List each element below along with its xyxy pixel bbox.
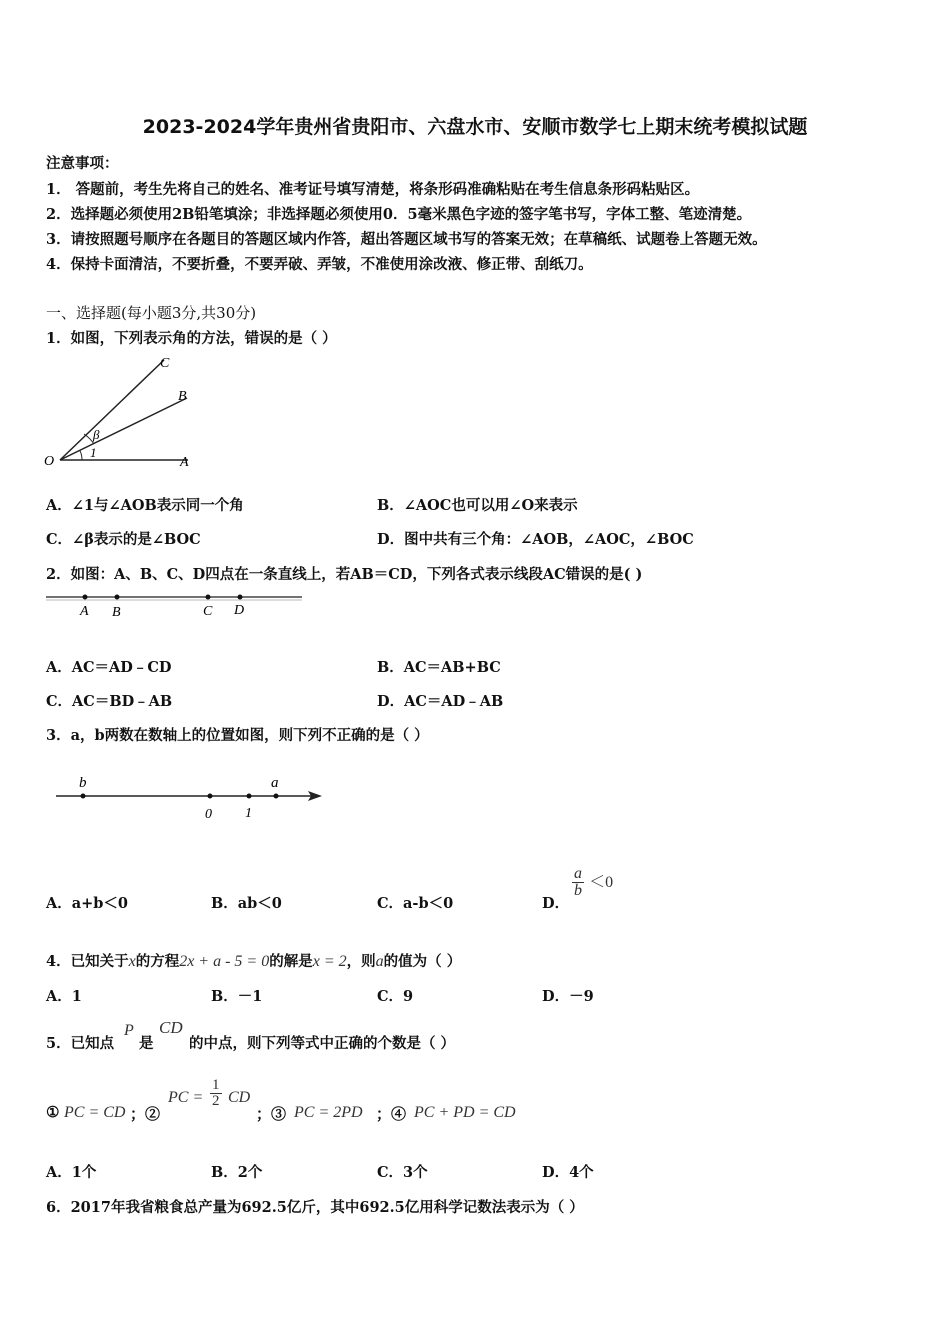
- q4-stem-mid2: 的解是: [269, 953, 313, 970]
- q1-stem: 1．如图，下列表示角的方法，错误的是（ ）: [46, 330, 337, 347]
- q2-option-a: A．AC＝AD﹣CD: [46, 659, 172, 676]
- notes-heading: 注意事项：: [46, 155, 119, 172]
- note-item-3: 3．请按照题号顺序在各题目的答题区域内作答，超出答题区域书写的答案无效；在草稿纸、试题卷上答题无效。: [46, 231, 767, 248]
- q2-label-d: D: [234, 603, 245, 618]
- q4-option-c: C．9: [377, 988, 414, 1005]
- q1-label-a: A: [180, 455, 189, 470]
- note-item-4: 4．保持卡面清洁，不要折叠，不要弄破、弄皱，不准使用涂改液、修正带、刮纸刀。: [46, 256, 593, 273]
- q3-option-d-fraction: [572, 866, 584, 899]
- q1-option-b: B．∠AOC也可以用∠O来表示: [377, 497, 578, 514]
- q5-sep-3: ；④: [376, 1105, 407, 1123]
- q5-option-c: C．3个: [377, 1164, 428, 1181]
- q1-option-d: D．图中共有三个角：∠AOB，∠AOC，∠BOC: [377, 531, 694, 548]
- q4-stem-mid: 的方程: [135, 953, 180, 970]
- q3-option-d-expr: [572, 866, 613, 899]
- q5-statement-1-mark: ①: [46, 1103, 60, 1121]
- q4-stem-pre: 4．已知关于: [46, 953, 129, 970]
- q5-statement-3: PC = 2PD: [294, 1104, 363, 1121]
- q5-statement-4: PC + PD = CD: [414, 1104, 516, 1121]
- q5-option-d: D．4个: [542, 1164, 594, 1181]
- q5-sep-2: ；③: [256, 1105, 287, 1123]
- note-item-2: 2．选择题必须使用2B铅笔填涂；非选择题必须使用0．5毫米黑色字迹的签字笔书写，字体工整、笔迹清楚。: [46, 206, 752, 223]
- q5-stem: 5．已知点: [46, 1035, 115, 1052]
- q5-statement-2-lhs: PC =: [168, 1089, 204, 1106]
- q4-var-a: a: [375, 953, 384, 970]
- q5-statement-2-rhs: CD: [228, 1089, 251, 1106]
- q4-equation: 2x + a - 5 = 0: [179, 953, 270, 970]
- q5-statement-1: PC = CD: [64, 1104, 126, 1121]
- q5-sep-1: ；②: [130, 1105, 161, 1123]
- q3-label-a: a: [271, 775, 279, 791]
- q1-angle-figure: [42, 350, 202, 472]
- q5-statement-2-denominator: 2: [212, 1093, 220, 1109]
- q3-stem: 3．a，b两数在数轴上的位置如图，则下列不正确的是（ ）: [46, 727, 429, 744]
- q5-segment-cd: CD: [159, 1018, 183, 1037]
- q4-stem: [46, 950, 461, 971]
- note-item-1: 1． 答题前，考生先将自己的姓名、准考证号填写清楚，将条形码准确粘贴在考生信息条形码粘贴区。: [46, 181, 700, 198]
- q1-option-c: C．∠β表示的是∠BOC: [46, 531, 201, 548]
- q4-option-b: B．－1: [211, 988, 263, 1005]
- q1-label-c: C: [160, 356, 170, 371]
- q2-option-b: B．AC＝AB+BC: [377, 659, 501, 676]
- q3-option-b: B．ab＜0: [211, 895, 282, 912]
- q3-label-0: 0: [205, 807, 212, 822]
- page-title: 2023-2024学年贵州省贵阳市、六盘水市、安顺市数学七上期末统考模拟试题: [142, 116, 808, 138]
- q2-label-b: B: [112, 605, 121, 620]
- q1-label-o: O: [44, 454, 55, 469]
- q2-line-figure: [44, 588, 306, 622]
- q2-option-d: D．AC＝AD﹣AB: [377, 693, 504, 710]
- q4-stem-post: 的值为（ ）: [383, 953, 462, 970]
- q3-option-a: A．a+b＜0: [46, 895, 129, 912]
- q5-option-b: B．2个: [211, 1164, 263, 1181]
- q5-stem-mid: 是: [139, 1035, 154, 1052]
- q5-stem-post: 的中点，则下列等式中正确的个数是（ ）: [189, 1035, 456, 1052]
- q4-var-x: x: [128, 953, 136, 970]
- q3-option-d-label: D．: [542, 895, 570, 912]
- q5-option-a: A．1个: [46, 1164, 97, 1181]
- q2-option-c: C．AC＝BD﹣AB: [46, 693, 173, 710]
- q5-point-p: P: [124, 1022, 134, 1039]
- q3-option-c: C．a-b＜0: [377, 895, 454, 912]
- q4-option-d: D．－9: [542, 988, 594, 1005]
- q4-stem-mid3: ，则: [346, 953, 376, 970]
- q2-label-c: C: [203, 604, 213, 619]
- q2-label-a: A: [80, 604, 89, 619]
- q3-label-1: 1: [245, 806, 252, 821]
- q4-option-a: A．1: [46, 988, 82, 1005]
- q3-number-line: [52, 770, 328, 826]
- q3-option-d-numerator: a: [574, 865, 582, 882]
- q5-statement-2-numerator: 1: [212, 1077, 220, 1093]
- q3-option-d-denominator: b: [574, 882, 582, 899]
- section-heading: 一、选择题(每小题3分,共30分): [46, 304, 257, 322]
- q4-solution: x = 2: [312, 953, 347, 970]
- q2-stem: 2．如图：A、B、C、D四点在一条直线上，若AB＝CD，下列各式表示线段AC错误的是( ): [46, 566, 643, 583]
- q1-label-b: B: [178, 389, 187, 404]
- q1-option-a: A．∠1与∠AOB表示同一个角: [46, 497, 244, 514]
- q5-statement-2-fraction: [210, 1078, 222, 1109]
- q1-label-1: 1: [90, 445, 97, 460]
- q1-label-beta: β: [93, 427, 100, 442]
- q3-option-d-rest: ＜0: [589, 874, 614, 891]
- q6-stem: 6．2017年我省粮食总产量为692.5亿斤，其中692.5亿用科学记数法表示为（ ）: [46, 1199, 584, 1216]
- q3-label-b: b: [79, 775, 87, 791]
